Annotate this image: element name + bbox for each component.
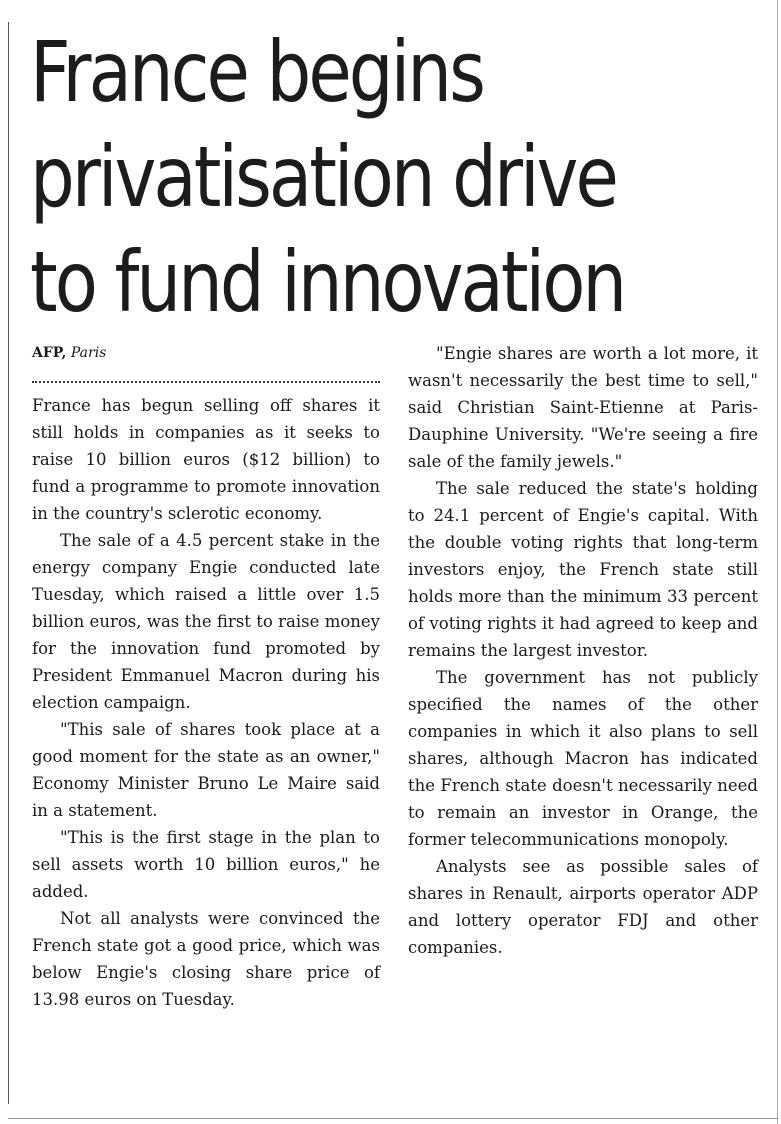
paragraph: Analysts see as possible sales of shares in Renault, airports operator ADP and lottery operator FDJ and other companies. xyxy=(408,857,758,957)
dateline-city: Paris xyxy=(70,345,107,361)
bottom-rule xyxy=(8,1118,778,1119)
headline-line-3: to fund innovation xyxy=(30,233,625,331)
right-page-edge xyxy=(777,0,778,1124)
left-column-rule xyxy=(8,22,9,1104)
paragraph: "Engie shares are worth a lot more, it wasn't necessarily the best time to sell," said Christian Saint-Etienne at Paris-Dauphine University. "We're seeing a fire sale of the family jewels." xyxy=(408,344,758,471)
paragraph: France has begun selling off shares it still holds in companies as it seeks to raise 10 billion euros ($12 billion) to fund a programme to promote innovation in the country's sclerotic economy. xyxy=(32,396,380,523)
headline xyxy=(30,20,652,335)
paragraph: "This is the first stage in the plan to sell assets worth 10 billion euros," he added. xyxy=(32,828,380,901)
article-column-right xyxy=(408,340,758,961)
headline-line-1: France begins xyxy=(30,23,483,121)
paragraph: "This sale of shares took place at a good moment for the state as an owner," Economy Minister Bruno Le Maire said in a statement. xyxy=(32,720,380,820)
headline-line-2: privatisation drive xyxy=(30,128,616,226)
paragraph: Not all analysts were convinced the French state got a good price, which was below Engie's closing share price of 13.98 euros on Tuesday. xyxy=(32,909,380,1009)
paragraph: The government has not publicly specified the names of the other companies in which it also plans to sell shares, although Macron has indicated the French state doesn't necessarily need to remain an investor in Orange, the former telecommunications monopoly. xyxy=(408,668,758,849)
dateline xyxy=(32,340,380,367)
dateline-agency: AFP, xyxy=(32,345,67,361)
paragraph: The sale of a 4.5 percent stake in the energy company Engie conducted late Tuesday, which raised a little over 1.5 billion euros, was the first to raise money for the innovation fund promoted by President Emmanuel Macron during his election campaign. xyxy=(32,531,380,712)
dotted-separator xyxy=(32,373,380,383)
article-column-left xyxy=(32,340,380,1013)
paragraph: The sale reduced the state's holding to 24.1 percent of Engie's capital. With the double voting rights that long-term investors enjoy, the French state still holds more than the minimum 33 percent of voting rights it had agreed to keep and remains the largest investor. xyxy=(408,479,758,660)
